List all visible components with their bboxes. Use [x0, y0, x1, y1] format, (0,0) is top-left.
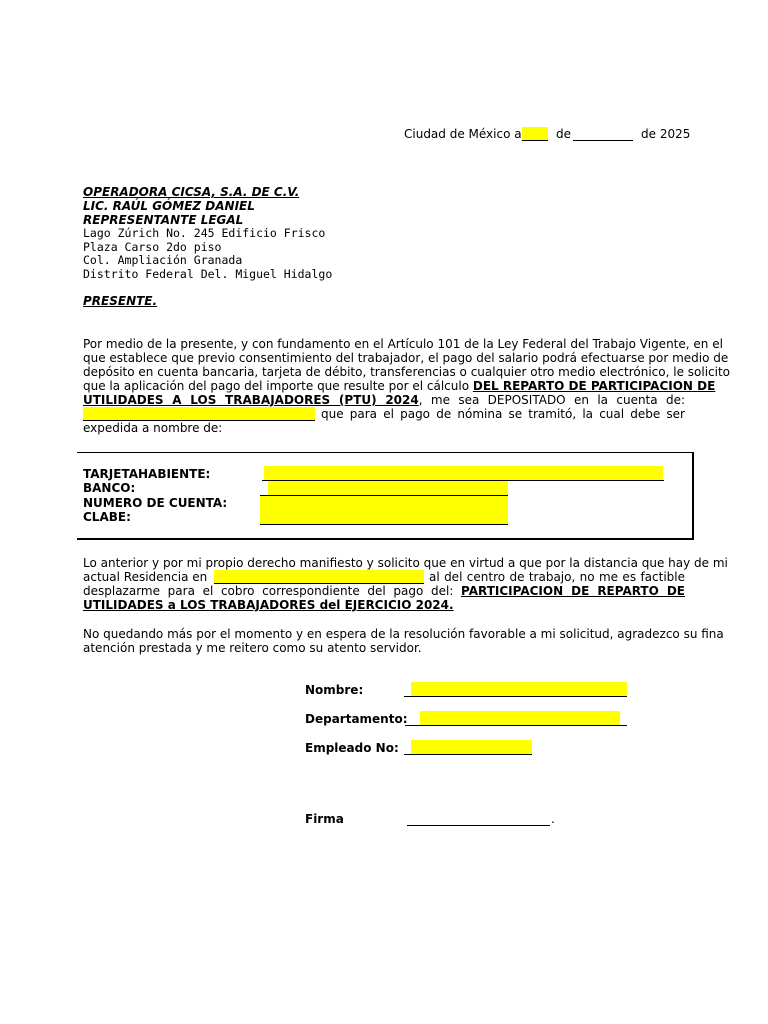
paragraph-text: al del centro de trabajo, no me es factible: [429, 570, 685, 584]
paragraph-text: desplazarme para el cobro correspondiente del pago del:: [83, 584, 462, 598]
firma-period: .: [551, 812, 555, 826]
paragraph-1: [83, 337, 731, 435]
numero-cuenta-field[interactable]: [260, 496, 508, 511]
residencia-blank[interactable]: [214, 570, 424, 584]
paragraph-line: [83, 407, 685, 421]
month-blank[interactable]: [573, 127, 633, 141]
departamento-label: Departamento:: [305, 712, 408, 726]
ptu-emphasis: UTILIDADES A LOS TRABAJADORES (PTU) 2024: [83, 393, 419, 407]
banco-label: BANCO:: [83, 481, 136, 495]
address-line: Lago Zúrich No. 245 Edificio Frisco: [83, 226, 326, 240]
addressee-role: REPRESENTANTE LEGAL: [83, 213, 244, 227]
paragraph-text: que para el pago de nómina se tramitó, la cual debe ser: [321, 407, 685, 421]
firma-field[interactable]: [407, 811, 550, 826]
ptu-emphasis: DEL REPARTO DE PARTICIPACION DE: [472, 379, 716, 393]
paragraph-line: depósito en cuenta bancaria, tarjeta de débito, transferencias o cualquier otro medio electrónico, le solicito: [83, 365, 731, 379]
empleado-label: Empleado No:: [305, 741, 399, 755]
box-bottom-border: [77, 538, 694, 540]
paragraph-line: No quedando más por el momento y en espera de la resolución favorable a mi solicitud, agradezco su fina: [83, 627, 724, 641]
paragraph-line: Lo anterior y por mi propio derecho manifiesto y solicito que en virtud a que por la distancia que hay de mi: [83, 556, 728, 570]
empleado-field[interactable]: [404, 740, 532, 755]
numero-cuenta-label: NUMERO DE CUENTA:: [83, 496, 228, 510]
paragraph-line: [83, 584, 685, 598]
paragraph-2: [83, 556, 728, 612]
paragraph-line: [83, 379, 716, 393]
nombre-label: Nombre:: [305, 683, 364, 697]
departamento-field[interactable]: [405, 711, 627, 726]
clabe-field[interactable]: [260, 510, 508, 525]
date-line: [404, 127, 522, 141]
tarjetahabiente-field[interactable]: [262, 466, 664, 481]
date-de-1: de: [556, 127, 571, 141]
address-line: Col. Ampliación Granada: [83, 253, 243, 267]
addressee-person: LIC. RAÚL GÓMEZ DANIEL: [83, 199, 255, 213]
address-line: Plaza Carso 2do piso: [83, 239, 222, 254]
date-prefix: Ciudad de México a: [404, 127, 522, 141]
paragraph-text: actual Residencia en: [83, 570, 208, 584]
ptu-emphasis: PARTICIPACION DE REPARTO DE: [461, 584, 685, 598]
paragraph-line: Por medio de la presente, y con fundamento en el Artículo 101 de la Ley Federal del Trabajo Vigente, en el: [83, 337, 723, 351]
paragraph-line: [83, 393, 685, 407]
account-blank[interactable]: [83, 407, 315, 421]
banco-field[interactable]: [260, 481, 508, 496]
box-right-border: [692, 452, 694, 540]
date-year: de 2025: [641, 127, 691, 141]
paragraph-line: expedida a nombre de:: [83, 421, 223, 435]
presente: PRESENTE.: [83, 294, 158, 308]
nombre-field[interactable]: [404, 682, 627, 697]
paragraph-text: que la aplicación del pago del importe que resulte por el cálculo: [83, 379, 473, 393]
firma-label: Firma: [305, 812, 344, 826]
address-line: Distrito Federal Del. Miguel Hidalgo: [83, 266, 333, 281]
paragraph-3: [83, 627, 724, 655]
tarjetahabiente-label: TARJETAHABIENTE:: [83, 467, 211, 481]
paragraph-line: [83, 570, 685, 584]
addressee-company: OPERADORA CICSA, S.A. DE C.V.: [83, 185, 300, 199]
clabe-label: CLABE:: [83, 510, 131, 524]
paragraph-line: UTILIDADES a LOS TRABAJADORES del EJERCICIO 2024.: [83, 598, 454, 612]
paragraph-line: atención prestada y me reitero como su atento servidor.: [83, 641, 422, 655]
paragraph-line: que establece que previo consentimiento del trabajador, el pago del salario podrá efectuarse por medio de: [83, 351, 729, 365]
paragraph-text: , me sea DEPOSITADO en la cuenta de:: [418, 393, 686, 407]
address-block: [83, 227, 332, 281]
day-blank[interactable]: [522, 127, 548, 141]
